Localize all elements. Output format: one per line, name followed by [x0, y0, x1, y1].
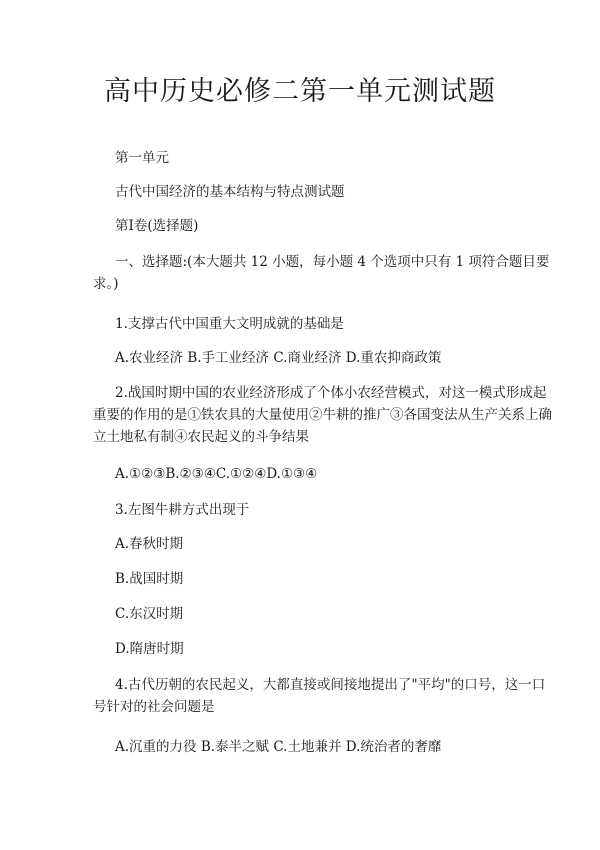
question-3-option-c: C.东汉时期 — [115, 606, 184, 622]
question-4-stem-line-1: 4.古代历朝的农民起义，大都直接或间接地提出了"平均"的口号，这一口 — [115, 677, 546, 693]
question-3-stem: 3.左图牛耕方式出现于 — [115, 502, 250, 518]
question-3-option-b: B.战国时期 — [115, 571, 184, 587]
section-intro — [93, 251, 550, 295]
volume-heading: 第Ⅰ卷(选择题) — [115, 218, 199, 234]
test-subtitle: 古代中国经济的基本结构与特点测试题 — [115, 184, 345, 200]
section-intro-line-1: 一、选择题:(本大题共 12 小题，每小题 4 个选项中只有 1 项符合题目要 — [115, 254, 550, 270]
question-3-option-d: D.隋唐时期 — [115, 641, 184, 657]
question-2-options: A.①②③B.②③④C.①②④D.①③④ — [115, 466, 318, 482]
question-4-stem — [93, 674, 546, 718]
page-title: 高中历史必修二第一单元测试题 — [104, 76, 496, 107]
question-1-stem: 1.支撑古代中国重大文明成就的基础是 — [115, 316, 344, 332]
question-4-options: A.沉重的力役 B.泰半之赋 C.土地兼并 D.统治者的奢靡 — [115, 739, 442, 755]
unit-heading: 第一单元 — [115, 150, 169, 166]
question-1-options: A.农业经济 B.手工业经济 C.商业经济 D.重农抑商政策 — [115, 350, 442, 366]
question-3-option-a: A.春秋时期 — [115, 536, 184, 552]
question-2-stem-line-3: 立土地私有制④农民起义的斗争结果 — [93, 429, 309, 445]
section-intro-line-2: 求。) — [93, 276, 119, 292]
question-2-stem-line-2: 重要的作用的是①铁农具的大量使用②牛耕的推广③各国变法从生产关系上确 — [93, 407, 552, 423]
question-4-stem-line-2: 号针对的社会问题是 — [93, 699, 215, 715]
question-2-stem — [93, 382, 552, 448]
question-2-stem-line-1: 2.战国时期中国的农业经济形成了个体小农经营模式，对这一模式形成起 — [115, 385, 547, 401]
